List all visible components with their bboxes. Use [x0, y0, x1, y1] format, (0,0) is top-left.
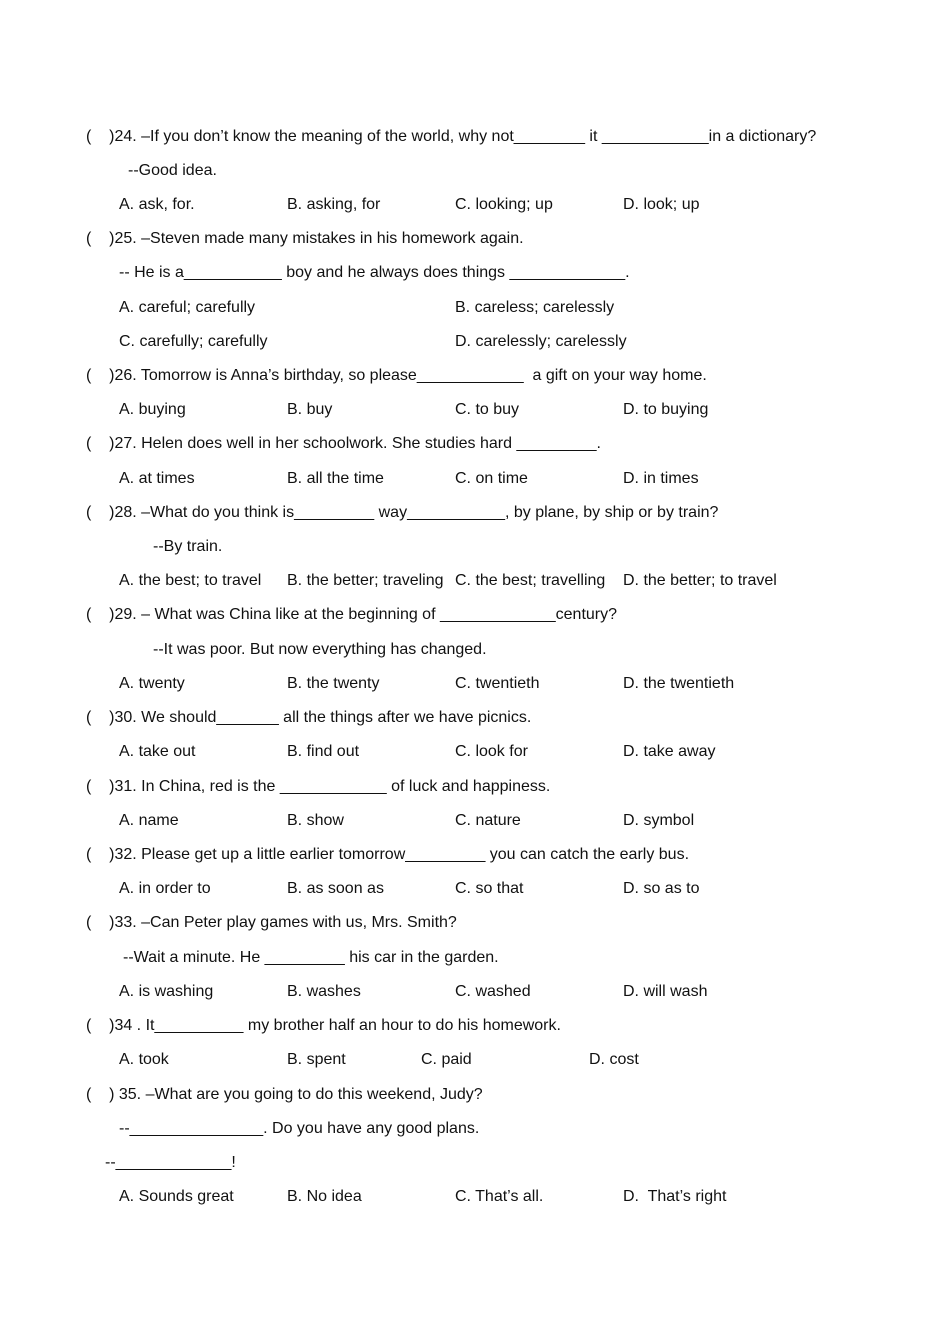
- question-35-response: --_____________!: [105, 1154, 236, 1171]
- question-30-option-d: D. take away: [623, 743, 716, 760]
- question-28-option-c: C. the best; travelling: [455, 572, 606, 589]
- question-33-option-a: A. is washing: [119, 983, 214, 1000]
- question-26-stem: ( )26. Tomorrow is Anna’s birthday, so please____________ a gift on your way home.: [86, 367, 707, 384]
- question-25-option-c: C. carefully; carefully: [119, 333, 268, 350]
- question-28-stem: ( )28. –What do you think is_________ way___________, by plane, by ship or by train?: [86, 504, 719, 521]
- question-27-option-b: B. all the time: [287, 470, 384, 487]
- question-29-option-c: C. twentieth: [455, 675, 540, 692]
- question-31-option-d: D. symbol: [623, 812, 695, 829]
- question-28-option-d: D. the better; to travel: [623, 572, 777, 589]
- question-31-option-c: C. nature: [455, 812, 521, 829]
- question-31-stem: ( )31. In China, red is the ____________ of luck and happiness.: [86, 778, 551, 795]
- question-32-stem: ( )32. Please get up a little earlier tomorrow_________ you can catch the early bus.: [86, 846, 690, 863]
- question-33-reply: --Wait a minute. He _________ his car in the garden.: [123, 949, 499, 966]
- question-27-option-d: D. in times: [623, 470, 699, 487]
- question-25-reply: -- He is a___________ boy and he always does things _____________.: [119, 264, 630, 281]
- question-35-option-d: D. That’s right: [623, 1188, 727, 1205]
- question-28-reply: --By train.: [153, 538, 223, 555]
- question-29-option-a: A. twenty: [119, 675, 185, 692]
- question-34-option-b: B. spent: [287, 1051, 346, 1068]
- question-34-option-a: A. took: [119, 1051, 169, 1068]
- question-25-option-d: D. carelessly; carelessly: [455, 333, 627, 350]
- question-24-reply: --Good idea.: [128, 162, 217, 179]
- question-27-option-a: A. at times: [119, 470, 195, 487]
- question-34-option-c: C. paid: [421, 1051, 472, 1068]
- question-32-option-d: D. so as to: [623, 880, 700, 897]
- question-30-option-c: C. look for: [455, 743, 528, 760]
- question-26-option-d: D. to buying: [623, 401, 709, 418]
- question-29-reply: --It was poor. But now everything has changed.: [153, 641, 487, 658]
- question-32-option-c: C. so that: [455, 880, 524, 897]
- question-25-option-a: A. careful; carefully: [119, 299, 256, 316]
- question-33-option-d: D. will wash: [623, 983, 708, 1000]
- question-33-option-b: B. washes: [287, 983, 361, 1000]
- question-29-option-d: D. the twentieth: [623, 675, 735, 692]
- question-35-stem: ( ) 35. –What are you going to do this weekend, Judy?: [86, 1086, 483, 1103]
- question-28-option-b: B. the better; traveling: [287, 572, 444, 589]
- question-24-option-c: C. looking; up: [455, 196, 553, 213]
- question-25-option-b: B. careless; carelessly: [455, 299, 615, 316]
- question-25-stem: ( )25. –Steven made many mistakes in his homework again.: [86, 230, 524, 247]
- question-27-stem: ( )27. Helen does well in her schoolwork. She studies hard _________.: [86, 435, 601, 452]
- question-32-option-b: B. as soon as: [287, 880, 384, 897]
- question-34-option-d: D. cost: [589, 1051, 639, 1068]
- question-35-option-a: A. Sounds great: [119, 1188, 234, 1205]
- question-31-option-a: A. name: [119, 812, 179, 829]
- question-29-option-b: B. the twenty: [287, 675, 380, 692]
- question-33-stem: ( )33. –Can Peter play games with us, Mrs. Smith?: [86, 914, 457, 931]
- question-33-option-c: C. washed: [455, 983, 531, 1000]
- question-35-reply: --_______________. Do you have any good plans.: [119, 1120, 480, 1137]
- question-24-option-b: B. asking, for: [287, 196, 381, 213]
- question-30-option-b: B. find out: [287, 743, 360, 760]
- question-24-option-d: D. look; up: [623, 196, 700, 213]
- question-32-option-a: A. in order to: [119, 880, 211, 897]
- question-24-option-a: A. ask, for.: [119, 196, 195, 213]
- question-24-stem: ( )24. –If you don’t know the meaning of the world, why not________ it ____________in a dictionary?: [86, 128, 817, 145]
- question-26-option-a: A. buying: [119, 401, 186, 418]
- question-27-option-c: C. on time: [455, 470, 528, 487]
- question-30-stem: ( )30. We should_______ all the things after we have picnics.: [86, 709, 532, 726]
- question-26-option-b: B. buy: [287, 401, 333, 418]
- question-31-option-b: B. show: [287, 812, 344, 829]
- question-35-option-b: B. No idea: [287, 1188, 362, 1205]
- question-30-option-a: A. take out: [119, 743, 196, 760]
- question-26-option-c: C. to buy: [455, 401, 520, 418]
- question-28-option-a: A. the best; to travel: [119, 572, 262, 589]
- question-29-stem: ( )29. – What was China like at the beginning of _____________century?: [86, 606, 618, 623]
- question-34-stem: ( )34 . It__________ my brother half an hour to do his homework.: [86, 1017, 561, 1034]
- question-35-option-c: C. That’s all.: [455, 1188, 544, 1205]
